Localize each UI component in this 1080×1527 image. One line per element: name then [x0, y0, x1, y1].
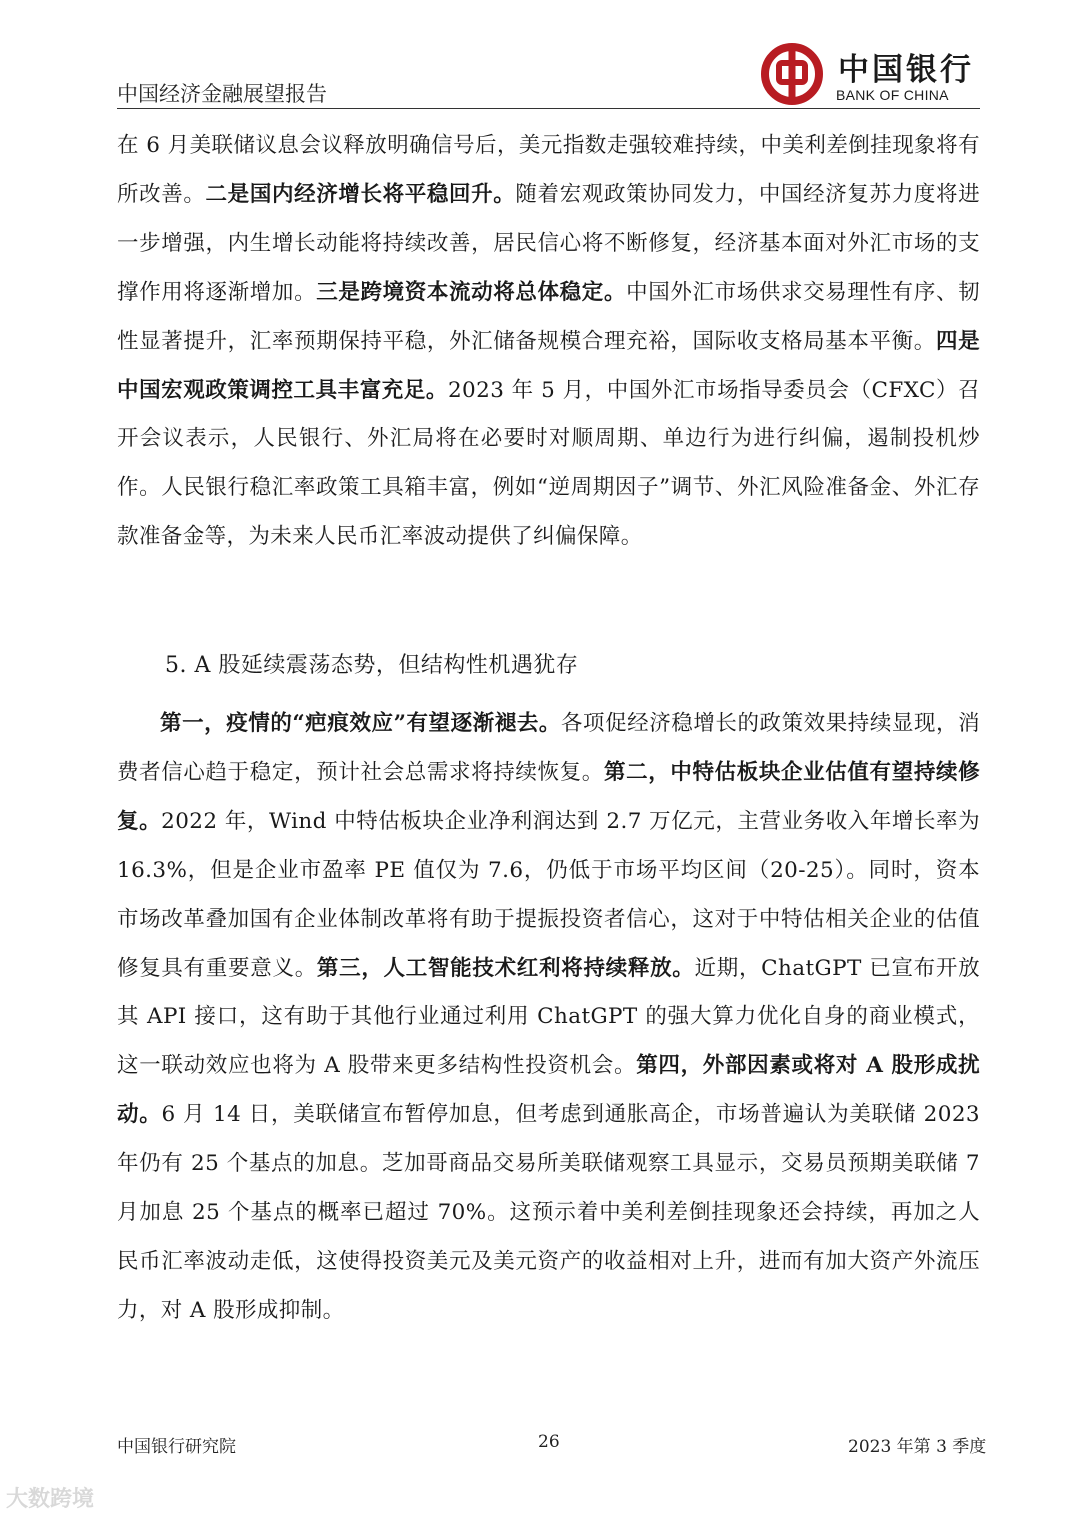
key-point: 第一，疫情的“疤痕效应”有望逐渐褪去。 [160, 711, 561, 736]
key-point: 第二，中特估板块企业估值有望持续修复。 [117, 759, 980, 834]
key-point: 三是跨境资本流动将总体稳定。 [316, 279, 627, 305]
text-run: 2022 年，Wind 中特估板块企业净利润达到 2.7 万亿元，主营业务收入年增长率为 16.3%，但是企业市盈率 PE 值仅为 7.6，仍低于市场平均区间（20-25）。同时，资本市场改革叠加国有企业体制改革将有助于提振投资者信心，这对于中特估相关企业的估值修复具有重要意义。 [117, 808, 980, 981]
key-point: 四是中国宏观政策调控工具丰富充足。 [117, 328, 980, 403]
key-point: 第三，人工智能技术红利将持续释放。 [316, 955, 695, 981]
key-point: 二是国内经济增长将平稳回升。 [205, 181, 516, 207]
section-heading: 5. A 股延续震荡态势，但结构性机遇犹存 [165, 653, 579, 678]
logo-english-name: BANK OF CHINA [836, 87, 949, 103]
fx-outlook-paragraph [117, 122, 980, 562]
text-run: 近期，ChatGPT 已宣布开放其 API 接口，这有助于其他行业通过利用 ChatGPT 的强大算力优化自身的商业模式，这一联动效应也将为 A 股带来更多结构性投资机会。 [117, 955, 980, 1079]
header-divider [117, 108, 980, 109]
bank-of-china-emblem-icon [760, 42, 824, 106]
footer-institute: 中国银行研究院 [117, 1437, 236, 1457]
key-point: 第四，外部因素或将对 A 股形成扰动。 [117, 1053, 981, 1128]
page-number: 26 [538, 1432, 560, 1452]
text-run: 各项促经济稳增长的政策效果持续显现，消费者信心趋于稳定，预计社会总需求将持续恢复。 [117, 711, 980, 785]
a-share-outlook-paragraph [117, 700, 980, 1336]
text-run: 中国外汇市场供求交易理性有序、韧性显著提升，汇率预期保持平稳，外汇储备规模合理充裕，国际收支格局基本平衡。 [117, 279, 980, 354]
report-title: 中国经济金融展望报告 [117, 82, 327, 106]
text-run: 在 6 月美联储议息会议释放明确信号后，美元指数走强较难持续，中美利差倒挂现象将有所改善。 [117, 133, 980, 207]
watermark: 大数跨境 [6, 1487, 95, 1512]
footer-quarter: 2023 年第 3 季度 [848, 1437, 987, 1457]
text-run: 2023 年 5 月，中国外汇市场指导委员会（CFXC）召开会议表示，人民银行、外汇局将在必要时对顺周期、单边行为进行纠偏，遏制投机炒作。人民银行稳汇率政策工具箱丰富，例如“逆周期因子”调节、外汇风险准备金、外汇存款准备金等，为未来人民币汇率波动提供了纠偏保障。 [117, 377, 980, 550]
text-run: 随着宏观政策协同发力，中国经济复苏力度将进一步增强，内生增长动能将持续改善，居民信心将不断修复，经济基本面对外汇市场的支撑作用将逐渐增加。 [117, 181, 980, 305]
logo-chinese-name: 中国银行 [838, 52, 974, 88]
text-run: 6 月 14 日，美联储宣布暂停加息，但考虑到通胀高企，市场普遍认为美联储 2023 年仍有 25 个基点的加息。芝加哥商品交易所美联储观察工具显示，交易员预期美联储 7 月加息 25 个基点的概率已超过 70%。这预示着中美利差倒挂现象还会持续，再加之人民币汇率波动走低，这使得投资美元及美元资产的收益相对上升，进而有加大资产外流压力，对 A 股形成抑制。 [117, 1102, 980, 1323]
bank-logo [760, 42, 982, 108]
